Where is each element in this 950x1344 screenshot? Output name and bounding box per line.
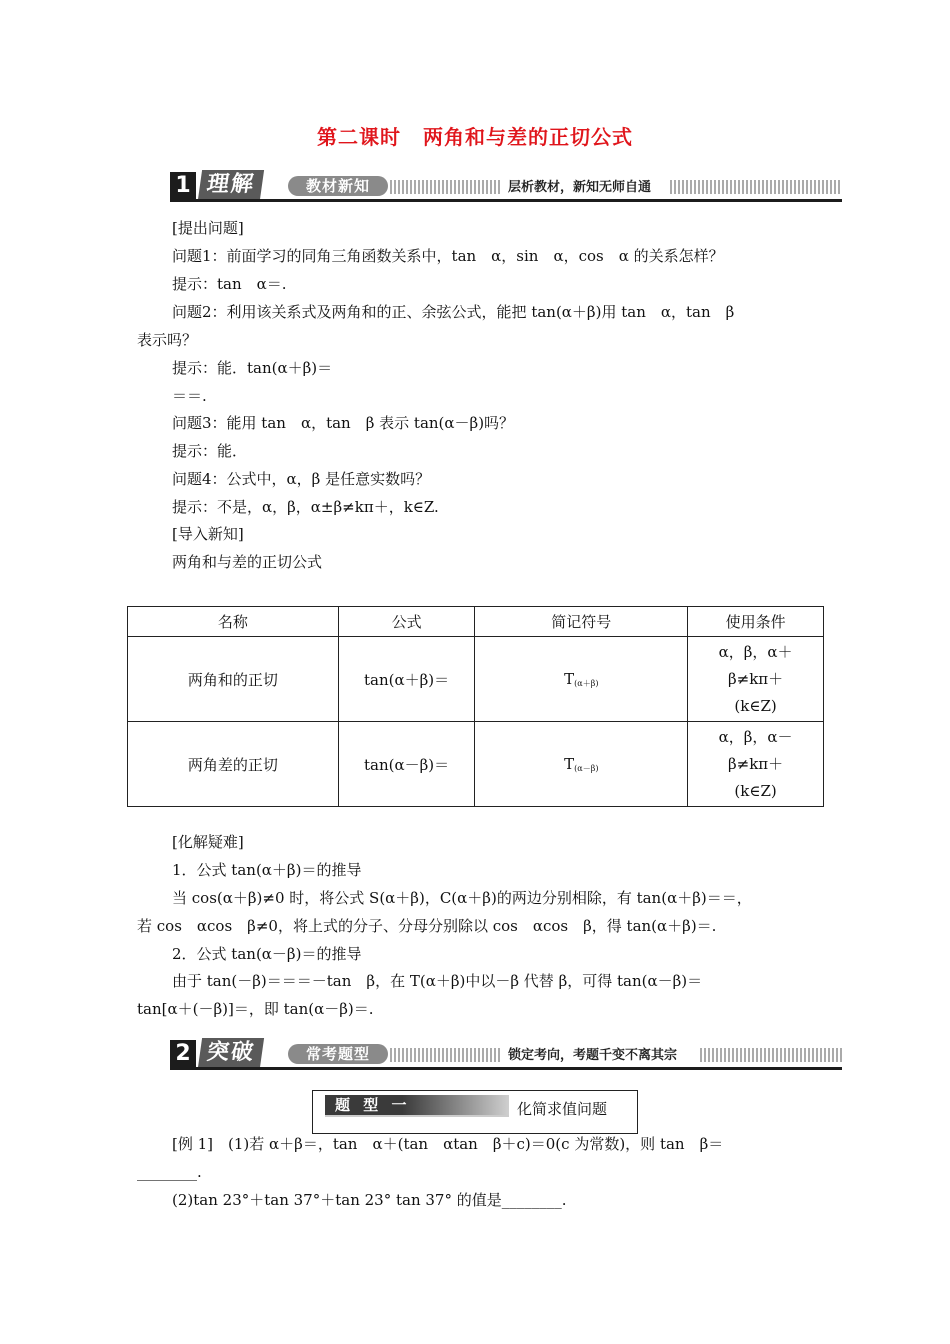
banner-stripes (390, 180, 502, 194)
text-line: 表示吗？ (137, 331, 198, 349)
text-line: 提示：能．tan(α＋β)＝ (172, 359, 333, 377)
text-line: ＝＝. (172, 387, 207, 405)
banner-rule (170, 199, 842, 202)
text-line: 问题3：能用 tan α，tan β 表示 tan(α－β)吗？ (172, 414, 515, 432)
text-line: 提示：能． (172, 442, 248, 460)
page-title (0, 121, 950, 150)
table-row (128, 637, 824, 722)
condition-line: (k∈Z) (734, 696, 777, 715)
condition-line: α，β，α－ (718, 727, 793, 746)
banner-slogan: 锁定考向，考题千变不离其宗 (508, 1048, 678, 1063)
condition-line: β≠kπ＋ (727, 754, 784, 773)
condition-line: α，β，α＋ (718, 642, 793, 661)
text-line: 2．公式 tan(α－β)＝的推导 (172, 945, 362, 963)
section-heading: [提出问题] (172, 219, 244, 237)
text-line: 问题1：前面学习的同角三角函数关系中，tan α，sin α，cos α 的关系怎样？ (172, 247, 724, 265)
text-line: tan[α＋(－β)]＝，即 tan(α－β)＝. (137, 1000, 374, 1018)
banner-pill: 教材新知 (288, 176, 388, 196)
table-cell-condition (688, 722, 824, 807)
title-topic: 两角和与差的正切公式 (423, 125, 633, 149)
table-cell-condition (688, 637, 824, 722)
table-cell-symbol (475, 637, 688, 722)
text-line: 问题4：公式中，α，β 是任意实数吗？ (172, 470, 431, 488)
banner-stripes (670, 180, 842, 194)
example-line: ________. (137, 1163, 202, 1181)
table-cell-name: 两角差的正切 (128, 722, 339, 807)
text-line: 由于 tan(－β)＝＝＝－tan β，在 T(α＋β)中以－β 代替 β，可得 tan(α－β)＝ (172, 972, 703, 990)
symbol-subscript: (α＋β) (574, 678, 599, 688)
label-underline (325, 1115, 509, 1117)
text-line: 若 cos αcos β≠0，将上式的分子、分母分别除以 cos αcos β，得 tan(α＋β)＝. (137, 917, 717, 935)
symbol-main: T (564, 754, 575, 773)
text-line: 提示：tan α＝. (172, 275, 287, 293)
condition-line: β≠kπ＋ (727, 669, 784, 688)
table-cell-formula: tan(α＋β)＝ (338, 637, 475, 722)
banner-rule (170, 1067, 842, 1070)
section-banner-1 (170, 170, 842, 202)
table-header-row (128, 607, 824, 637)
banner-stripes (390, 1048, 502, 1062)
banner-slogan: 层析教材，新知无师自通 (508, 180, 652, 195)
table-cell-name: 两角和的正切 (128, 637, 339, 722)
question-type-title: 化简求值问题 (517, 1100, 608, 1118)
title-lesson: 第二课时 (317, 125, 401, 149)
condition-line: (k∈Z) (734, 781, 777, 800)
banner-number: 1 (170, 172, 196, 200)
text-line: 1．公式 tan(α＋β)＝的推导 (172, 861, 362, 879)
table-header: 名称 (128, 607, 339, 637)
example-line: (2)tan 23°＋tan 37°＋tan 23° tan 37° 的值是________. (172, 1191, 567, 1209)
symbol-main: T (564, 669, 575, 688)
table-cell-formula: tan(α－β)＝ (338, 722, 475, 807)
table-header: 公式 (338, 607, 475, 637)
table-cell-symbol (475, 722, 688, 807)
text-line: 提示：不是，α，β，α±β≠kπ＋，k∈Z. (172, 498, 439, 516)
text-line: 问题2：利用该关系式及两角和的正、余弦公式，能把 tan(α＋β)用 tan α，tan β (172, 303, 735, 321)
section-heading: [化解疑难] (172, 833, 244, 851)
text-line: 当 cos(α＋β)≠0 时，将公式 S(α＋β)，C(α＋β)的两边分别相除，有 tan(α＋β)＝＝， (172, 889, 752, 907)
table-header: 简记符号 (475, 607, 688, 637)
banner-number: 2 (170, 1040, 196, 1068)
banner-pill: 常考题型 (288, 1044, 388, 1064)
formula-table (127, 606, 824, 807)
table-header: 使用条件 (688, 607, 824, 637)
text-line: 两角和与差的正切公式 (172, 553, 323, 571)
table-row (128, 722, 824, 807)
section-banner-2 (170, 1038, 842, 1070)
question-type-label: 题 型 一 (325, 1095, 509, 1115)
symbol-subscript: (α－β) (574, 763, 599, 773)
section-heading: [导入新知] (172, 525, 244, 543)
question-type-box (312, 1090, 638, 1134)
banner-heading: 理解 (198, 170, 264, 200)
banner-heading: 突破 (198, 1038, 264, 1068)
example-line: [例 1] (1)若 α＋β＝，tan α＋(tan αtan β＋c)＝0(c 为常数)，则 tan β＝ (172, 1135, 724, 1153)
banner-stripes (700, 1048, 842, 1062)
